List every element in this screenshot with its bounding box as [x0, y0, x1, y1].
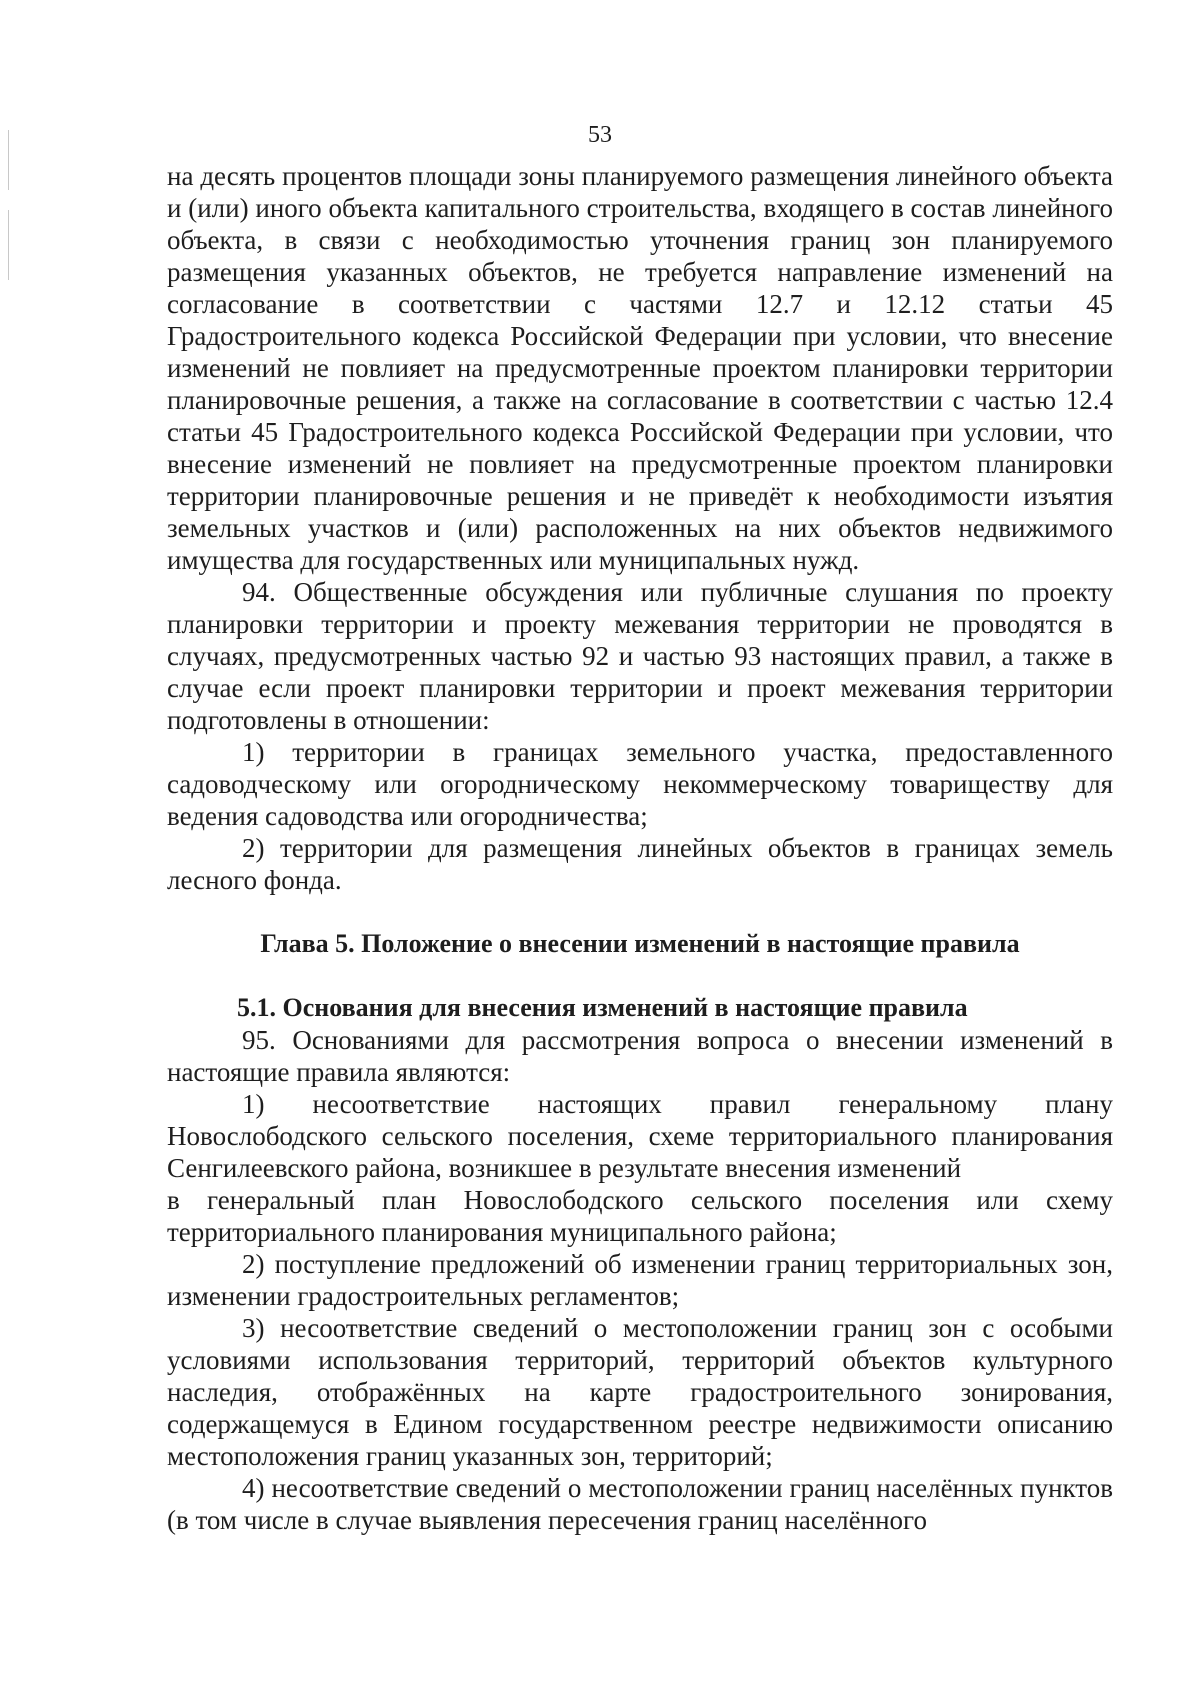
paragraph-continuation: на десять процентов площади зоны планируемого размещения линейного объекта и (или) иного объекта капитального строительства, входящего в состав линейного объекта, в связи с необходимостью уточнения границ зон планируемого размещения указанных объектов, не требуется направление изменений на согласование в соответствии с частями 12.7 и 12.12 статьи 45 Градостроительного кодекса Российской Федерации при условии, что внесение изменений не повлияет на предусмотренные проектом планировки территории планировочные решения, а также на согласование в соответствии с частью 12.4 статьи 45 Градостроительного кодекса Российской Федерации при условии, что внесение изменений не повлияет на предусмотренные проектом планировки территории планировочные решения и не приведёт к необходимости изъятия земельных участков и (или) расположенных на них объектов недвижимого имущества для государственных или муниципальных нужд.	[167, 161, 1113, 575]
document-body	[167, 160, 1113, 1536]
paragraph-94: 94. Общественные обсуждения или публичные слушания по проекту планировки территории и проекту межевания территории не проводятся в случаях, предусмотренных частью 92 и частью 93 настоящих правил, а также в случае если проект планировки территории и проект межевания территории подготовлены в отношении:	[167, 577, 1113, 735]
page-number: 53	[588, 122, 612, 148]
paragraph-95: 95. Основаниями для рассмотрения вопроса о внесении изменений в настоящие правила являются:	[167, 1025, 1113, 1087]
paragraph-95-item-1: 1) несоответствие настоящих правил генеральному плану Новослободского сельского поселения, схеме территориального планирования Сенгилеевского района, возникшее в результате внесения изменений	[167, 1089, 1113, 1183]
paragraph-94-item-2: 2) территории для размещения линейных объектов в границах земель лесного фонда.	[167, 833, 1113, 895]
scan-edge-mark	[8, 210, 9, 280]
paragraph-95-item-1-continuation: в генеральный план Новослободского сельского поселения или схему территориального планирования муниципального района;	[167, 1185, 1113, 1247]
paragraph-94-item-1: 1) территории в границах земельного участка, предоставленного садоводческому или огородническому некоммерческому товариществу для ведения садоводства или огородничества;	[167, 737, 1113, 831]
paragraph-95-item-3: 3) несоответствие сведений о местоположении границ зон с особыми условиями использования территорий, территорий объектов культурного наследия, отображённых на карте градостроительного зонирования, содержащемуся в Едином государственном реестре недвижимости описанию местоположения границ указанных зон, территорий;	[167, 1313, 1113, 1471]
paragraph-95-item-4: 4) несоответствие сведений о местоположении границ населённых пунктов (в том числе в случае выявления пересечения границ населённого	[167, 1473, 1113, 1535]
chapter-heading: Глава 5. Положение о внесении изменений в настоящие правила	[260, 929, 1020, 958]
section-heading: 5.1. Основания для внесения изменений в настоящие правила	[237, 993, 968, 1022]
paragraph-95-item-2: 2) поступление предложений об изменении границ территориальных зон, изменении градостроительных регламентов;	[167, 1249, 1113, 1311]
